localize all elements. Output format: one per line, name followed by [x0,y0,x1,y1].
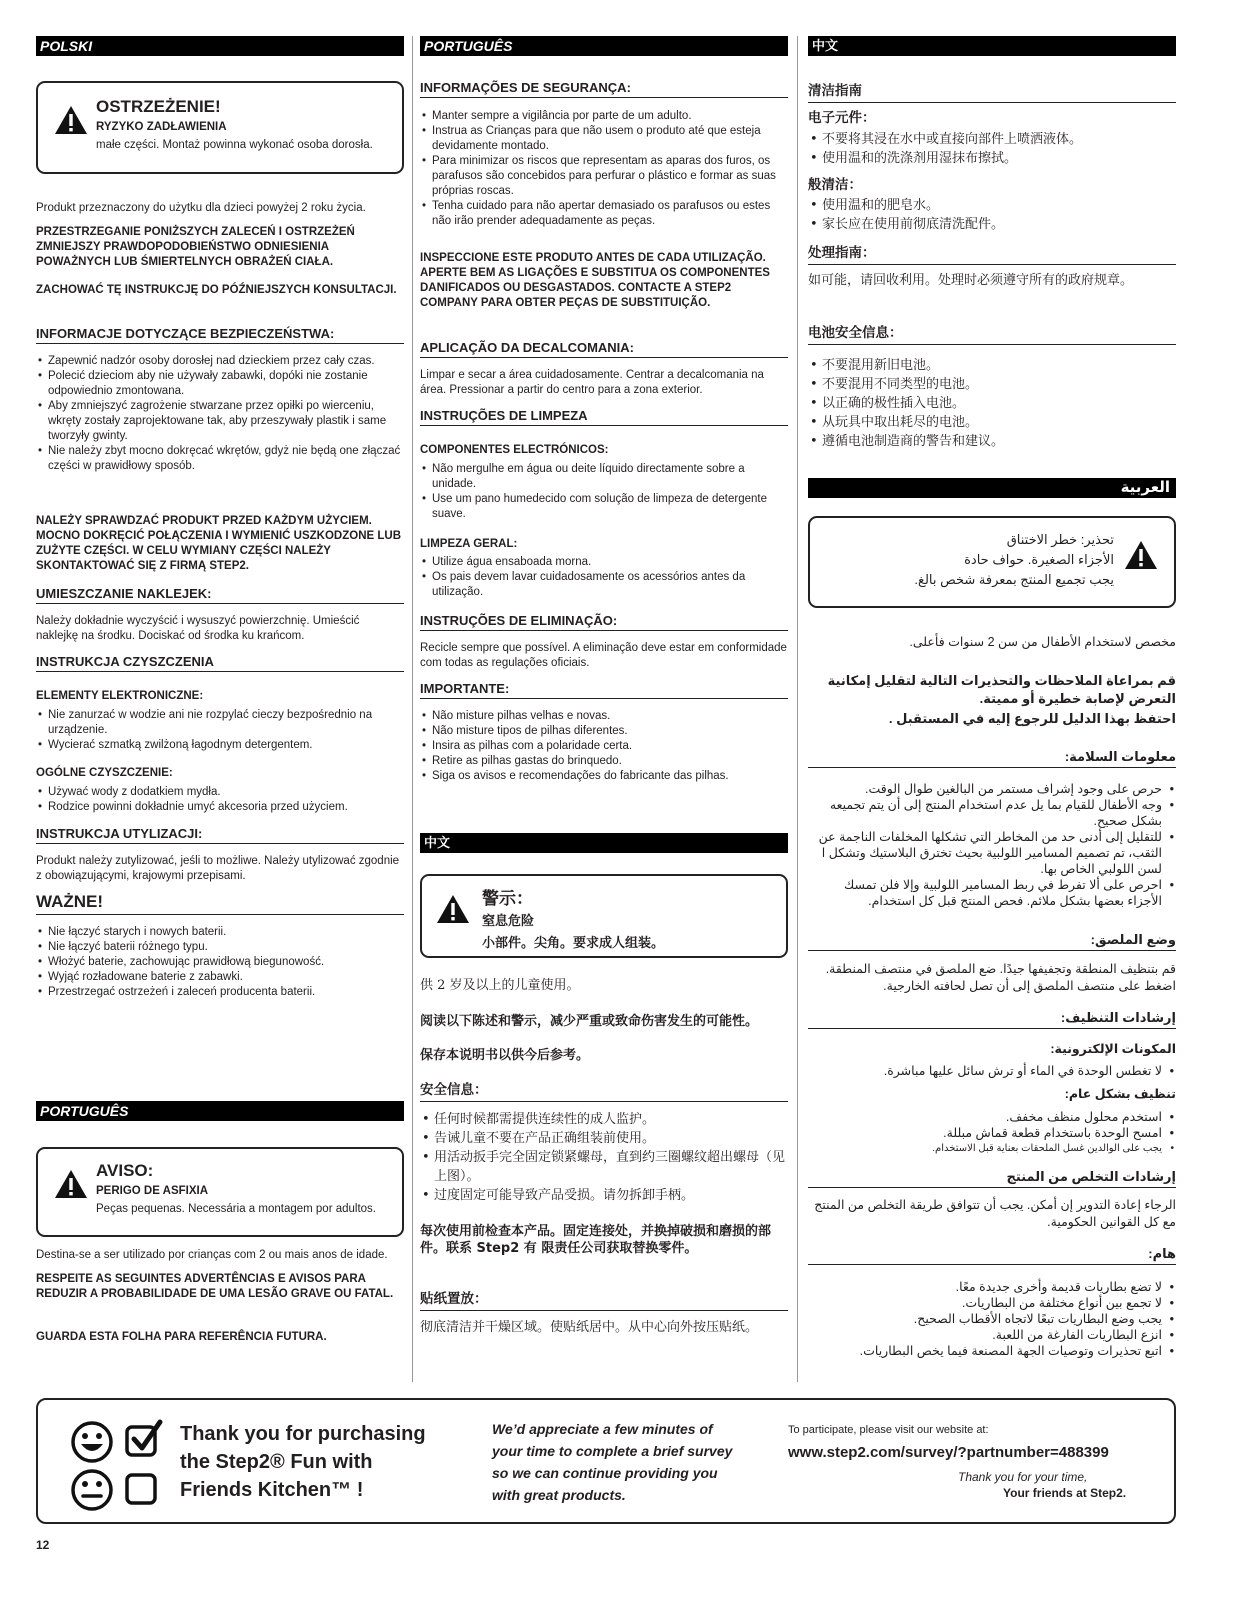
general-cleaning-heading: تنظيف بشكل عام: [1064,1087,1176,1101]
age-note: Destina-se a ser utilizado por crianças com 2 ou mais anos de idade. [36,1249,388,1261]
safety-list [420,109,788,229]
list-item: • Use um pano humedecido com solução de limpeza de detergente suave. [420,492,788,522]
warning-triangle-icon [1124,540,1158,570]
general-cleaning-list [808,1109,1176,1157]
warning-text: يجب تجميع المنتج بمعرفة شخص بالغ. [914,572,1114,587]
keep-instructions: احتفظ بهذا الدليل للرجوع إليه في المستقبل . [888,711,1176,726]
warning-title: OSTRZEŻENIE! [96,97,221,116]
section-bar-portugues: PORTUGUÊS [420,36,788,56]
safety-heading: معلومات السلامة: [808,749,1176,768]
electronics-heading: ELEMENTY ELEKTRONICZNE: [36,690,204,702]
decal-heading: APLICAÇÃO DA DECALCOMANIA: [420,340,788,358]
battery-list [808,356,1176,451]
cleaning-heading: INSTRUÇÕES DE LIMPEZA [420,408,788,426]
list-item: • استخدم محلول منظف مخفف. [808,1109,1176,1125]
warning-triangle-icon [54,1169,88,1199]
list-item: • Polecić dzieciom aby nie używały zabawki, dopóki nie zostanie odpowiednio zmontowana. [36,369,404,399]
warning-statement: RESPEITE AS SEGUINTES ADVERTÊNCIAS E AVISOS PARA REDUZIR A PROBABILIDADE DE UMA LESÃO GRAVE OU FATAL. [36,1273,394,1300]
keep-instructions: 保存本说明书以供今后参考。 [420,1048,590,1063]
general-cleaning-list [36,785,404,815]
warning-statement: 阅读以下陈述和警示，减少严重或致命伤害发生的可能性。 [420,1014,759,1029]
list-item: • Instrua as Crianças para que não usem o produto até que esteja devidamente montado. [420,124,788,154]
battery-list [808,1279,1176,1359]
list-item: • Nie należy zbyt mocno dokręcać wkrętów, gdyż nie będą one złączać części w prawidłowy sposób. [36,444,404,474]
safety-list [420,1110,788,1205]
list-item: • 不要将其浸在水中或直接向部件上喷洒液体。 [808,130,1176,149]
battery-list [420,709,788,784]
list-item: • Aby zmniejszyć zagrożenie stwarzane przez opiłki po wierceniu, wkręty zostały zaprojektowane tak, aby przeszywały plastik i same tworzyły gwinty. [36,399,404,444]
age-note: Produkt przeznaczony do użytku dla dzieci powyżej 2 roku życia. [36,202,366,214]
list-item: • يجب على الوالدين غسل الملحقات بعناية قبل الاستخدام. [808,1141,1176,1157]
disposal-text: الرجاء إعادة التدوير إن أمكن. يجب أن تتوافق طريقة التخلص من المنتج مع كل القوانين الحكومية. [814,1198,1176,1229]
thank-you-line: the Step2® Fun with [180,1451,373,1473]
electronics-heading: 电子元件： [808,110,876,126]
warning-box-arabic [808,516,1176,608]
warning-title: AVISO: [96,1161,154,1180]
warning-triangle-icon [436,894,470,924]
general-cleaning-heading: 般清洁： [808,177,862,193]
warning-subtitle: RYZYKO ZADŁAWIENIA [96,121,227,133]
list-item: • Nie zanurzać w wodzie ani nie rozpylać cieczy bezpośrednio na urządzenie. [36,708,404,738]
safety-heading: 安全信息： [420,1078,788,1102]
warning-triangle-icon [54,105,88,135]
list-item: • لا تجمع بين أنواع مختلفة من البطاريات. [808,1295,1176,1311]
list-item: • Rodzice powinni dokładnie umyć akcesoria przed użyciem. [36,800,404,815]
list-item: • Wycierać szmatką zwilżoną łagodnym detergentem. [36,738,404,753]
disposal-heading: إرشادات التخلص من المنتج [808,1169,1176,1188]
warning-subtitle: 窒息危险 [482,914,535,929]
list-item: • امسح الوحدة باستخدام قطعة قماش مبللة. [808,1125,1176,1141]
thanks-time-text: Thank you for your time, [958,1470,1088,1484]
warning-text: 小部件。尖角。要求成人组装。 [482,936,665,951]
page-number: 12 [36,1538,50,1552]
important-heading: WAŻNE! [36,892,404,915]
inspect-statement: 每次使用前检查本产品。固定连接处，并换掉破损和磨损的部件。联系 Step2 有 限责任公司获取替换零件。 [420,1224,772,1256]
warning-title: تحذير: خطر الاختناق [1006,532,1114,547]
list-item: • Não misture tipos de pilhas diferentes. [420,724,788,739]
inspect-statement: INSPECCIONE ESTE PRODUTO ANTES DE CADA UTILIZAÇÃO. APERTE BEM AS LIGAÇÕES E SUBSTITUA OS COMPONENTES DANIFICADOS OU DESGASTADOS. CONTACTE A STEP2 COMPANY PARA OBTER PEÇAS DE SUBSTITUIÇÃO. [420,252,770,309]
decal-heading: UMIESZCZANIE NAKLEJEK: [36,586,404,604]
list-item: • 告诫儿童不要在产品正确组装前使用。 [420,1129,788,1148]
list-item: • اتبع تحذيرات وتوصيات الجهة المصنعة فيما يخص البطاريات. [808,1343,1176,1359]
inspect-statement: NALEŻY SPRAWDZAĆ PRODUKT PRZED KAŻDYM UŻYCIEM. MOCNO DOKRĘCIĆ POŁĄCZENIA I WYMIENIĆ USZKODZONE LUB ZUŻYTE CZĘŚCI. W CELU WYMIANY CZĘŚCI NALEŻY SKONTAKTOWAĆ SIĘ Z FIRMĄ STEP2. [36,515,402,572]
decal-text: Limpar e secar a área cuidadosamente. Centrar a decalcomania na área. Pressionar a partir do centro para a zona exterior. [420,369,764,396]
list-item: • Włożyć baterie, zachowując prawidłową biegunowość. [36,955,404,970]
survey-line: your time to complete a brief survey [492,1443,733,1459]
list-item: • يجب وضع البطاريات تبعًا لاتجاه الأقطاب الصحيح. [808,1311,1176,1327]
list-item: • Os pais devem lavar cuidadosamente os acessórios antes da utilização. [420,570,788,600]
cleaning-heading: INSTRUKCJA CZYSZCZENIA [36,654,404,672]
warning-box-polski [36,81,404,174]
list-item: • 遵循电池制造商的警告和建议。 [808,432,1176,451]
section-bar-arabic: العربية [808,478,1176,498]
list-item: • Não mergulhe em água ou deite líquido directamente sobre a unidade. [420,462,788,492]
list-item: • 使用温和的肥皂水。 [808,196,1176,215]
battery-heading: 电池安全信息： [808,321,1176,345]
safety-heading: INFORMACJE DOTYCZĄCE BEZPIECZEŃSTWA: [36,326,404,344]
disposal-text: Produkt należy zutylizować, jeśli to możliwe. Należy utylizować zgodnie z obowiązującymi, krajowymi przepisami. [36,855,400,882]
list-item: • Wyjąć rozładowane baterie z zabawki. [36,970,404,985]
age-note: مخصص لاستخدام الأطفال من سن 2 سنوات فأعلى. [909,635,1176,649]
list-item: • Manter sempre a vigilância por parte de um adulto. [420,109,788,124]
column-divider [412,36,413,1382]
survey-request [492,1418,752,1506]
decal-heading: 贴纸置放： [420,1287,788,1311]
survey-line: We’d appreciate a few minutes of [492,1421,713,1437]
survey-line: so we can continue providing you [492,1465,718,1481]
empty-box-icon [124,1470,164,1510]
section-bar-polski: POLSKI [36,36,404,56]
list-item: • 不要混用不同类型的电池。 [808,375,1176,394]
warning-box-portugues [36,1147,404,1237]
list-item: • Nie łączyć starych i nowych baterii. [36,925,404,940]
safety-heading: INFORMAÇÕES DE SEGURANÇA: [420,80,788,98]
warning-statement: قم بمراعاة الملاحظات والتحذيرات التالية لتقليل إمكانية التعرض لإصابة خطيرة أو مميتة. [827,673,1176,706]
disposal-text: Recicle sempre que possível. A eliminação deve estar em conformidade com todas as regulações oficiais. [420,642,787,669]
important-heading: IMPORTANTE: [420,681,788,699]
list-item: • 使用温和的洗涤剂用湿抹布擦拭。 [808,149,1176,168]
list-item: • Retire as pilhas gastas do brinquedo. [420,754,788,769]
section-bar-portugues: PORTUGUÊS [36,1101,404,1121]
list-item: • 不要混用新旧电池。 [808,356,1176,375]
happy-face-icon [70,1420,114,1464]
safety-list [808,781,1176,909]
warning-statement: PRZESTRZEGANIE PONIŻSZYCH ZALECEŃ I OSTRZEŻEŃ ZMNIEJSZY PRAWDOPODOBIEŃSTWO ODNIESIENIA POWAŻNYCH LUB ŚMIERTELNYCH OBRAŻEŃ CIAŁA. [36,226,355,268]
list-item: • Insira as pilhas com a polaridade certa. [420,739,788,754]
list-item: • Siga os avisos e recomendações do fabricante das pilhas. [420,769,788,784]
list-item: • Tenha cuidado para não apertar demasiado os parafusos ou estes não irão prender adequadamente as peças. [420,199,788,229]
electronics-list [420,462,788,522]
warning-subtitle: الأجزاء الصغيرة. حواف حادة [964,552,1114,567]
list-item: • 过度固定可能导致产品受损。请勿拆卸手柄。 [420,1186,788,1205]
survey-line: with great products. [492,1487,626,1503]
list-item: • Zapewnić nadzór osoby dorosłej nad dzieckiem przez cały czas. [36,354,404,369]
disposal-heading: INSTRUKCJA UTYLIZACJI: [36,826,404,844]
warning-subtitle: PERIGO DE ASFIXIA [96,1185,209,1197]
electronics-list [808,130,1176,168]
section-bar-chinese: 中文 [420,833,788,853]
warning-text: małe części. Montaż powinna wykonać osoba dorosła. [96,139,373,151]
electronics-heading: المكونات الإلكترونية: [1050,1042,1176,1056]
thank-you-heading [180,1420,426,1504]
warning-title: 警示： [482,889,533,909]
list-item: • انزع البطاريات الفارغة من اللعبة. [808,1327,1176,1343]
checked-box-icon [124,1418,164,1458]
list-item: • وجه الأطفال للقيام بما يل عدم استخدام المنتج إلى أن يتم تجميعه بشكل صحيح. [808,797,1176,829]
list-item: • Przestrzegać ostrzeżeń i zaleceń producenta baterii. [36,985,404,1000]
warning-box-chinese [420,874,788,958]
list-item: • لا تضع بطاريات قديمة وأخرى جديدة معًا. [808,1279,1176,1295]
important-heading: هام: [808,1246,1176,1265]
general-cleaning-heading: OGÓLNE CZYSZCZENIE: [36,767,173,779]
list-item: • 家长应在使用前彻底清洗配件。 [808,215,1176,234]
keep-instructions: ZACHOWAĆ TĘ INSTRUKCJĘ DO PÓŹNIEJSZYCH KONSULTACJI. [36,284,397,296]
survey-banner [36,1398,1176,1524]
electronics-heading: COMPONENTES ELECTRÓNICOS: [420,444,609,456]
electronics-list [36,708,404,753]
neutral-face-icon [70,1468,114,1512]
column-divider [797,36,798,1382]
list-item: • لا تغطس الوحدة في الماء أو ترش سائل عليها مباشرة. [808,1063,1176,1079]
decal-text: 彻底清洁并干燥区域。使贴纸居中。从中心向外按压贴纸。 [420,1320,759,1335]
list-item: • Não misture pilhas velhas e novas. [420,709,788,724]
list-item: • Nie łączyć baterii różnego typu. [36,940,404,955]
list-item: • Utilize água ensaboada morna. [420,555,788,570]
list-item: • 从玩具中取出耗尽的电池。 [808,413,1176,432]
general-cleaning-list [808,196,1176,234]
thank-you-line: Friends Kitchen™ ! [180,1479,364,1501]
safety-list [36,354,404,474]
signature-text: Your friends at Step2. [1003,1486,1127,1500]
battery-list [36,925,404,1000]
list-item: • Para minimizar os riscos que representam as aparas dos furos, os parafusos são concebidos para perfurar o plástico e formar as suas próprias roscas. [420,154,788,199]
list-item: • 以正确的极性插入电池。 [808,394,1176,413]
electronics-list [808,1063,1176,1079]
age-note: 供 2 岁及以上的儿童使用。 [420,978,580,993]
disposal-text: 如可能，请回收利用。处理时必须遵守所有的政府规章。 [808,273,1134,288]
warning-text: Peças pequenas. Necessária a montagem por adultos. [96,1203,376,1215]
keep-instructions: GUARDA ESTA FOLHA PARA REFERÊNCIA FUTURA. [36,1331,327,1343]
cleaning-heading: إرشادات التنظيف: [808,1010,1176,1029]
disposal-heading: 处理指南： [808,241,1176,265]
decal-text: Należy dokładnie wyczyścić i wysuszyć powierzchnię. Umieścić naklejkę na środku. Dociskać od środka ku krańcom. [36,615,360,642]
list-item: • 任何时候都需提供连续性的成人监护。 [420,1110,788,1129]
decal-heading: وضع الملصق: [808,932,1176,951]
thank-you-line: Thank you for purchasing [180,1423,426,1445]
disposal-heading: INSTRUÇÕES DE ELIMINAÇÃO: [420,613,788,631]
participate-text: To participate, please visit our website at: [788,1424,989,1436]
survey-url[interactable]: www.step2.com/survey/?partnumber=488399 [788,1444,1109,1461]
cleaning-heading: 清洁指南 [808,79,1176,103]
decal-text: قم بتنظيف المنطقة وتجفيفها جيدًا. ضع الملصق في منتصف المنطقة. اضغط على منتصف الملصق إلى أن تصل لحافته الخارجية. [825,962,1176,993]
list-item: • للتقليل إلى أدنى حد من المخاطر التي تشكلها المخلفات الناجمة عن الثقب، تم تصميم المسامير اللولبية بحيث تخترق البلاستيك وتشكل ا لسن اللولبي الخاص بها. [808,829,1176,877]
list-item: • احرص على ألا تفرط في ربط المسامير اللولبية وإلا فلن تمسك الأجزاء بعضها بشكل ملائم. فحص المنتج قبل كل استخدام. [808,877,1176,909]
list-item: • حرص على وجود إشراف مستمر من البالغين طوال الوقت. [808,781,1176,797]
list-item: • 用活动扳手完全固定锁紧螺母，直到约三圈螺纹超出螺母（见上图）。 [420,1148,788,1186]
general-cleaning-list [420,555,788,600]
list-item: • Używać wody z dodatkiem mydła. [36,785,404,800]
section-bar-chinese: 中文 [808,36,1176,56]
general-cleaning-heading: LIMPEZA GERAL: [420,538,518,550]
